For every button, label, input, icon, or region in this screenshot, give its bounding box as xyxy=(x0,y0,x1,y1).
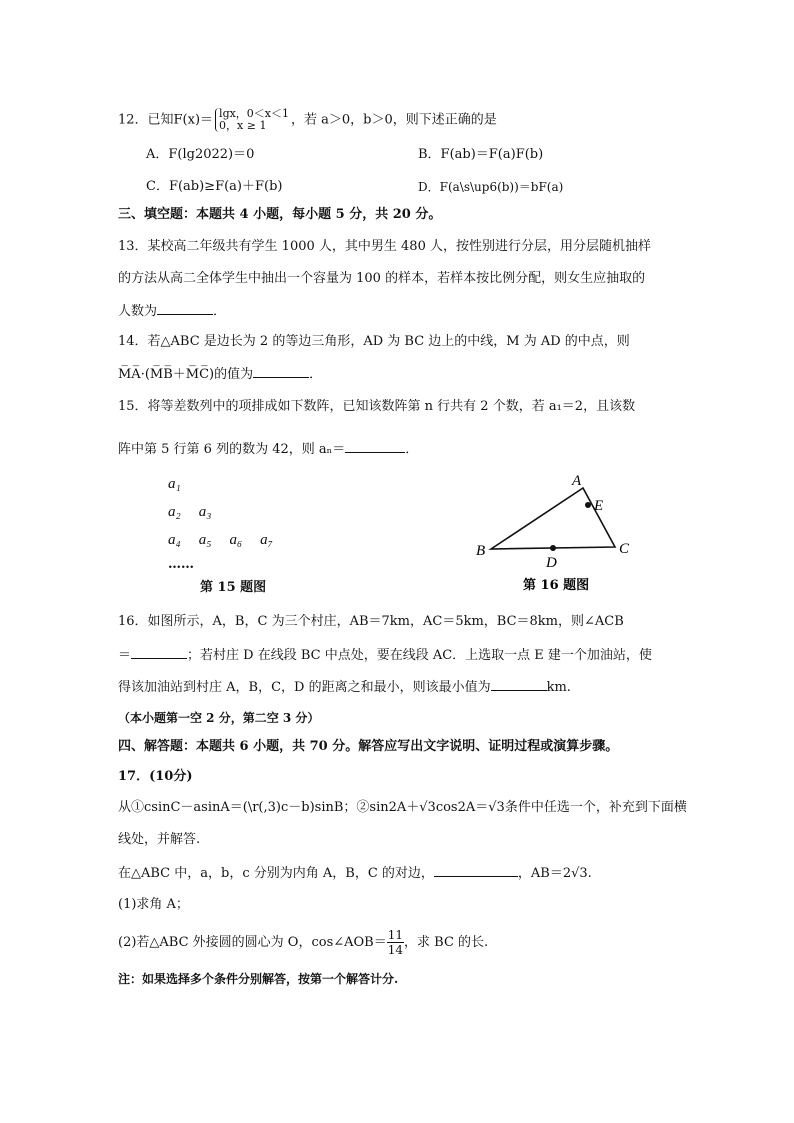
q12-option-c: C．F(ab)≥F(a)＋F(b) xyxy=(146,179,283,194)
q17-line-1: 从①csinC－asinA＝(\r(,3)c－b)sinB；②sin2A＋√3cos2A＝√3条件中任选一个，补充到下面横 xyxy=(118,800,687,815)
q15-line-2 xyxy=(118,439,418,459)
q17-part-1: (1)求角 A； xyxy=(118,897,189,912)
q13-answer-blank xyxy=(157,301,213,315)
q16-line-2 xyxy=(118,645,652,665)
q17-note: 注：如果选择多个条件分别解答，按第一个解答计分. xyxy=(118,972,399,986)
q17-heading: 17．(10分) xyxy=(118,769,193,784)
fig15-row-1 xyxy=(168,475,181,493)
fig15-term: a₂ xyxy=(168,504,181,520)
q17-condition-blank xyxy=(434,863,518,877)
q16-scoring-note: （本小题第一空 2 分，第二空 3 分） xyxy=(118,711,320,725)
q16-line-2-start: ＝ xyxy=(118,648,132,663)
q16-line-3-text: 得该加油站到村庄 A，B，C，D 的距离之和最小，则该最小值为 xyxy=(118,680,491,695)
q14-answer-blank xyxy=(253,364,309,378)
q15-line-1: 15．将等差数列中的项排成如下数阵，已知该数阵第 n 行共有 2 个数，若 a₁＝2，且该数 xyxy=(118,399,636,414)
q12-suffix: ，若 a＞0，b＞0，则下述正确的是 xyxy=(291,112,497,128)
q12-prefix: 12．已知F(x)＝ xyxy=(118,112,214,128)
q14-line-2-text: M̅A̅·(M̅B̅＋M̅C̅)的值为 xyxy=(118,367,254,382)
q17-line-3-text: 在△ABC 中，a，b，c 分别为内角 A，B，C 的对边， xyxy=(118,866,434,881)
q17-line-3-end: ，AB＝2√3. xyxy=(517,866,592,881)
q13-line-3-end: ． xyxy=(213,304,227,319)
section-3-heading: 三、填空题：本题共 4 小题，每小题 5 分，共 20 分。 xyxy=(118,207,442,222)
q12-option-b: B．F(ab)＝F(a)F(b) xyxy=(418,147,544,162)
q14-line-2-end: ． xyxy=(309,367,323,382)
fig15-term: a₄ xyxy=(168,532,181,548)
q12-option-a: A．F(lg2022)＝0 xyxy=(146,147,255,162)
q13-line-2: 的方法从高二全体学生中抽出一个容量为 100 的样本，若样本按比例分配，则女生应抽取的 xyxy=(118,271,646,286)
q12-piece-1: lgx，0＜x＜1 xyxy=(219,107,290,120)
label-d: D xyxy=(546,555,557,571)
q15-line-2-text: 阵中第 5 行第 6 列的数为 42，则 aₙ＝ xyxy=(118,442,346,457)
fig15-term: a₁ xyxy=(168,476,181,492)
q13-line-1: 13．某校高二年级共有学生 1000 人，其中男生 480 人，按性别进行分层，用分层随机抽样 xyxy=(118,239,651,254)
q14-line-1: 14．若△ABC 是边长为 2 的等边三角形，AD 为 BC 边上的中线，M 为 AD 的中点，则 xyxy=(118,334,630,349)
fig15-row-2 xyxy=(168,503,211,521)
q17-fraction xyxy=(387,928,404,957)
q17-part-2 xyxy=(118,928,488,957)
label-b: B xyxy=(476,543,486,559)
q16-line-1: 16．如图所示，A，B，C 为三个村庄，AB＝7km，AC＝5km，BC＝8km，则∠ACB xyxy=(118,614,624,629)
fig15-ellipsis: …… xyxy=(168,557,194,572)
q17-line-3 xyxy=(118,863,592,883)
q16-line-2-text: ；若村庄 D 在线段 BC 中点处，要在线段 AC．上选取一点 E 建一个加油站，使 xyxy=(187,648,652,663)
q17-part-2-end: ，求 BC 的长. xyxy=(404,935,489,950)
q17-fraction-denominator: 14 xyxy=(387,943,404,957)
q13-line-3-text: 人数为 xyxy=(118,304,158,319)
fig15-term: a₅ xyxy=(198,532,212,548)
section-4-heading: 四、解答题：本题共 6 小题，共 70 分。解答应写出文字说明、证明过程或演算步骤。 xyxy=(118,739,619,754)
q15-line-2-end: ． xyxy=(405,442,419,457)
triangle-abc xyxy=(491,488,615,549)
fig15-term: a₆ xyxy=(229,532,243,548)
fig15-term: a₇ xyxy=(260,532,273,548)
q12-stem xyxy=(118,108,497,132)
fig15-term: a₃ xyxy=(198,504,212,520)
q12-option-d: D．F(a\s\up6(b))＝bF(a) xyxy=(418,180,564,194)
label-a: A xyxy=(572,473,582,489)
q16-answer-blank-2 xyxy=(491,677,547,691)
fig15-row-3 xyxy=(168,531,273,549)
q17-fraction-numerator: 11 xyxy=(387,928,404,942)
point-e xyxy=(585,502,591,508)
q12-piece-2: 0，x ≥ 1 xyxy=(219,119,267,132)
q15-answer-blank xyxy=(345,439,405,453)
q16-line-3-end: km. xyxy=(546,680,571,695)
q17-line-2: 线处，并解答. xyxy=(118,832,201,847)
fig16-caption: 第 16 题图 xyxy=(523,578,590,593)
q12-piecewise xyxy=(215,108,289,132)
q13-line-3 xyxy=(118,301,226,321)
label-e: E xyxy=(594,498,604,514)
label-c: C xyxy=(619,541,630,557)
point-d xyxy=(550,545,556,551)
q16-line-3 xyxy=(118,677,571,697)
q14-line-2 xyxy=(118,364,322,384)
q17-part-2-text: (2)若△ABC 外接圆的圆心为 O，cos∠AOB＝ xyxy=(118,935,387,950)
q16-answer-blank-1 xyxy=(131,645,187,659)
fig15-caption: 第 15 题图 xyxy=(200,580,267,595)
